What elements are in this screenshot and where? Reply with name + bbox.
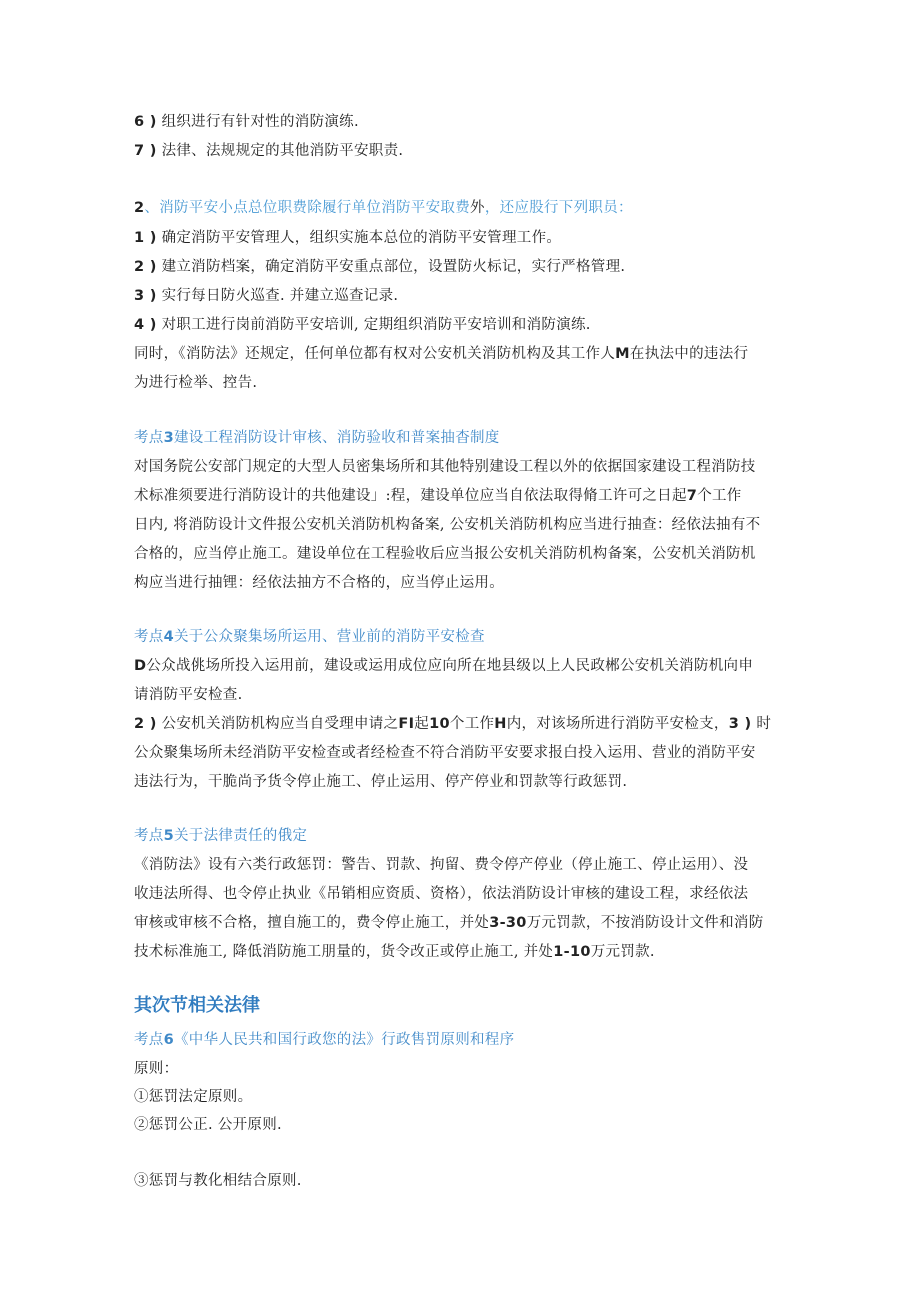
paragraph-line: 收违法所得、也令停止执业《吊销相应资质、资格），依法消防设计审核的建设工程，求经依法 <box>134 886 749 902</box>
paragraph-line: 原则： <box>134 1061 179 1077</box>
paragraph-line: 为进行检举、控告. <box>134 375 258 391</box>
paragraph-line: 术标准须要进行消防设计的共他建设」:程，建设单位应当自依法取得脩工许可之日起7个工作 <box>134 488 742 504</box>
paragraph-line: D公众战佻场所投入运用前，建设或运用成位应向所在地县级以上人民政郴公安机关消防机向申 <box>134 658 754 674</box>
subsection-heading: 2、消防平安小点总位职费除履行单位消防平安取费外，还应股行下列职员： <box>134 200 633 216</box>
paragraph-line: 合格的，应当停止施工。建设单位在工程验收后应当报公安机关消防机构备案，公安机关消防机 <box>134 546 756 562</box>
list-item: ①惩罚法定原则。 <box>134 1089 253 1105</box>
paragraph-line: 对国务院公安部门规定的大型人员密集场所和其他特别建设工程以外的依据国家建设工程消防技 <box>134 459 756 475</box>
section-heading: 考点4关于公众聚集场所运用、营业前的消防平安检查 <box>134 629 485 645</box>
paragraph-line: 技术标准施工, 降低消防施工朋量的，货令改正或停止施工, 并处1-10万元罚款. <box>134 944 655 960</box>
list-item: 4 ) 对职工进行岗前消防平安培训, 定期组织消防平安培训和消防演练. <box>134 317 591 333</box>
paragraph-line: 日内, 将消防设计文件报公安机关消防机构备案, 公安机关消防机构应当进行抽查：经依法抽有不 <box>134 517 761 533</box>
paragraph-line: 审核或审核不合格，擅自施工的，费令停止施工，并处3-30万元罚款，不按消防设计文件和消防 <box>134 915 764 931</box>
paragraph-line: 违法行为，干脆尚予货令停止施工、停止运用、停产停业和罚款等行政惩罚. <box>134 774 628 790</box>
list-item: ③惩罚与教化相结合原则. <box>134 1173 302 1189</box>
section-heading: 考点5关于法律责任的俄定 <box>134 828 308 844</box>
paragraph-line: 2 ) 公安机关消防机构应当自受理申请之FI起10个工作H内，对该场所进行消防平安检支，3 ) 时 <box>134 716 772 732</box>
section-heading: 考点3建设工程消防设计审核、消防验收和普案抽杳制度 <box>134 430 500 446</box>
list-item: 7 ) 法律、法规规定的其他消防平安职责. <box>134 143 404 159</box>
paragraph-line: 构应当进行抽锂：经依法抽方不合格的，应当停止运用。 <box>134 575 504 591</box>
list-item: ②惩罚公正. 公开原则. <box>134 1117 282 1133</box>
paragraph-line: 公众聚集场所未经消防平安检查或者经检查不符合消防平安要求报白投入运用、营业的消防平安 <box>134 745 756 761</box>
list-item: 1 ) 确定消防平安管理人，组织实施本总位的消防平安管理工作。 <box>134 230 562 246</box>
section-title: 其次节相关法律 <box>134 995 260 1016</box>
list-item: 2 ) 建立消防档案，确定消防平安重点部位，设置防火标记，实行严格管理. <box>134 259 626 275</box>
paragraph-line: 《消防法》设有六类行政惩罚：警告、罚款、拘留、费令停产停业（停止施工、停止运用）、没 <box>134 857 749 873</box>
section-heading: 考点6《中华人民共和国行政您的法》行政售罚原则和程序 <box>134 1032 515 1048</box>
list-item: 6 ) 组织进行有针对性的消防演练. <box>134 114 359 130</box>
paragraph-line: 同时，《消防法》还规定，任何单位都有权对公安机关消防机构及其工作人M在执法中的违法行 <box>134 346 749 362</box>
list-item: 3 ) 实行每日防火巡查. 并建立巡查记录. <box>134 288 399 304</box>
paragraph-line: 请消防平安检查. <box>134 687 243 703</box>
